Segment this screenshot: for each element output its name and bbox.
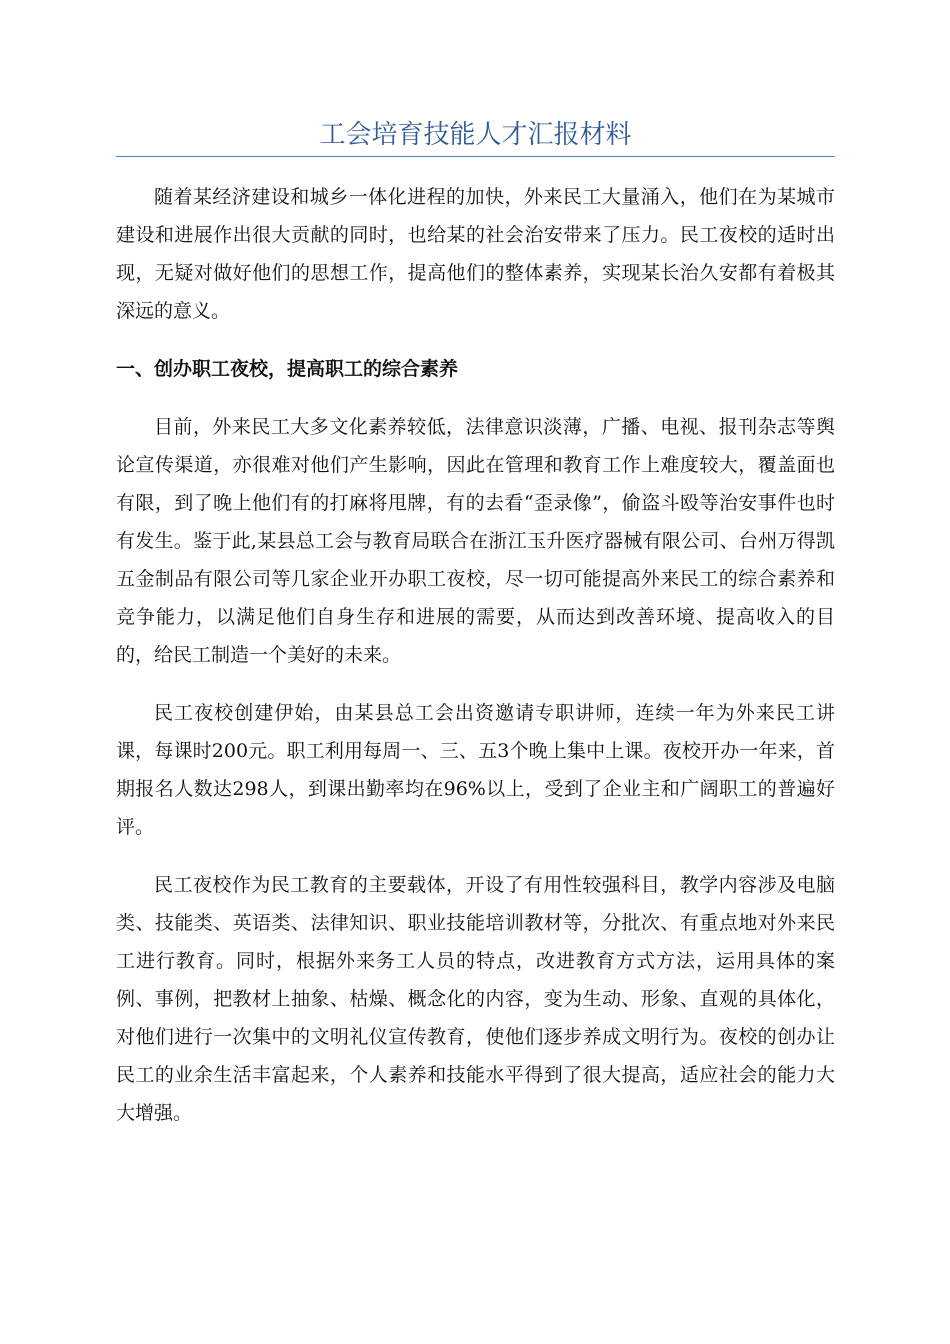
document-body bbox=[116, 116, 835, 1132]
body-paragraph-3: 民工夜校作为民工教育的主要载体，开设了有用性较强科目，教学内容涉及电脑类、技能类、英语类、法律知识、职业技能培训教材等，分批次、有重点地对外来民工进行教育。同时，根据外来务工人员的特点，改进教育方式方法，运用具体的案例、事例，把教材上抽象、枯燥、概念化的内容，变为生动、形象、直观的具体化，对他们进行一次集中的文明礼仪宣传教育，使他们逐步养成文明行为。夜校的创办让民工的业余生活丰富起来，个人素养和技能水平得到了很大提高，适应社会的能力大大增强。 bbox=[116, 874, 835, 1124]
document-title: 工会培育技能人才汇报材料 bbox=[319, 120, 632, 150]
section-heading: 一、创办职工夜校，提高职工的综合素养 bbox=[116, 358, 459, 380]
intro-paragraph: 随着某经济建设和城乡一体化进程的加快，外来民工大量涌入，他们在为某城市建设和进展作出很大贡献的同时，也给某的社会治安带来了压力。民工夜校的适时出现，无疑对做好他们的思想工作，提高他们的整体素养，实现某长治久安都有着极其深远的意义。 bbox=[116, 186, 835, 322]
body-paragraph-1: 目前，外来民工大多文化素养较低，法律意识淡薄，广播、电视、报刊杂志等舆论宣传渠道，亦很难对他们产生影响，因此在管理和教育工作上难度较大，覆盖面也有限，到了晚上他们有的打麻将甩牌，有的去看“歪录像”，偷盗斗殴等治安事件也时有发生。鉴于此,某县总工会与教育局联合在浙江玉升医疗器械有限公司、台州万得凯五金制品有限公司等几家企业开办职工夜校，尽一切可能提高外来民工的综合素养和竞争能力，以满足他们自身生存和进展的需要，从而达到改善环境、提高收入的目的，给民工制造一个美好的未来。 bbox=[116, 416, 835, 666]
body-paragraph-2: 民工夜校创建伊始，由某县总工会出资邀请专职讲师，连续一年为外来民工讲课，每课时200元。职工利用每周一、三、五3个晚上集中上课。夜校开办一年来，首期报名人数达298人，到课出勤率均在96%以上，受到了企业主和广阔职工的普遍好评。 bbox=[116, 702, 835, 838]
title-underline bbox=[116, 156, 835, 157]
